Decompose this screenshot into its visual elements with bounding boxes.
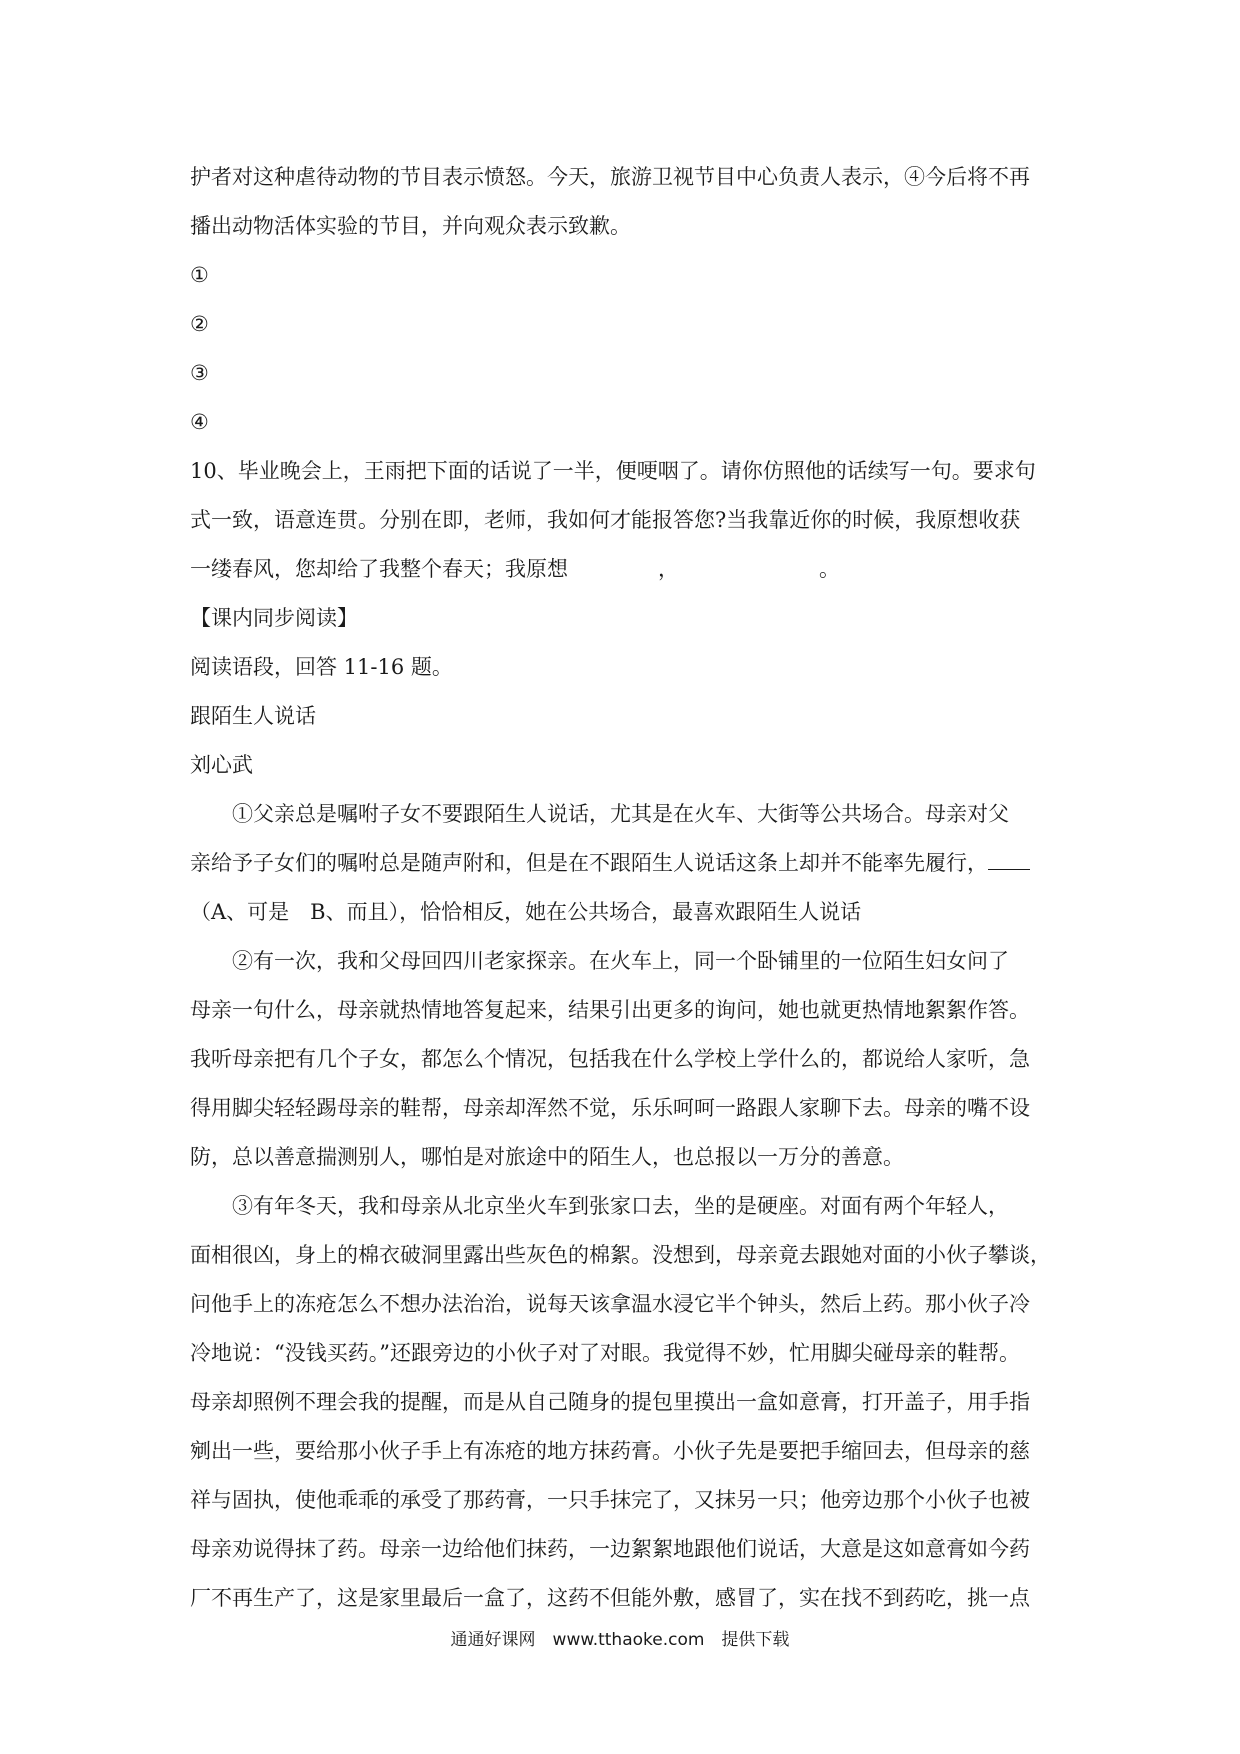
- paragraph-line: 我听母亲把有几个子女，都怎么个情况，包括我在什么学校上学什么的，都说给人家听，急: [190, 1047, 1030, 1071]
- article-author: 刘心武: [190, 753, 253, 777]
- choice-blank: [988, 848, 1030, 870]
- answer-marker-2: ②: [190, 312, 209, 336]
- text-line: 播出动物活体实验的节目，并向观众表示致歉。: [190, 214, 631, 238]
- section-heading: 【课内同步阅读】: [190, 606, 358, 630]
- paragraph-line: 剜出一些，要给那小伙子手上有冻疮的地方抹药膏。小伙子先是要把手缩回去，但母亲的慈: [190, 1439, 1030, 1463]
- text-line: 护者对这种虐待动物的节目表示愤怒。今天，旅游卫视节目中心负责人表示，④今后将不再: [190, 165, 1030, 189]
- question-10-fill-line: [190, 545, 1065, 594]
- paragraph-line: 得用脚尖轻轻踢母亲的鞋帮，母亲却浑然不觉，乐乐呵呵一路跟人家聊下去。母亲的嘴不设: [190, 1096, 1030, 1120]
- paragraph-line: （A、可是 B、而且），恰恰相反，她在公共场合，最喜欢跟陌生人说话: [190, 900, 862, 924]
- document-body: [190, 153, 1065, 1623]
- answer-marker-3: ③: [190, 361, 209, 385]
- paragraph-line: 母亲劝说得抹了药。母亲一边给他们抹药，一边絮絮地跟他们说话，大意是这如意膏如今药: [190, 1537, 1030, 1561]
- article-title: 跟陌生人说话: [190, 704, 316, 728]
- paragraph-line: 面相很凶，身上的棉衣破洞里露出些灰色的棉絮。没想到，母亲竟去跟她对面的小伙子攀谈，: [190, 1243, 1051, 1267]
- paragraph-line: 母亲却照例不理会我的提醒，而是从自己随身的提包里摸出一盒如意膏，打开盖子，用手指: [190, 1390, 1030, 1414]
- paragraph-line: ②有一次，我和父母回四川老家探亲。在火车上，同一个卧铺里的一位陌生妇女问了: [232, 949, 1009, 973]
- paragraph-line: 祥与固执，使他乖乖的承受了那药膏，一只手抹完了，又抹另一只；他旁边那个小伙子也被: [190, 1488, 1030, 1512]
- page-footer: 通通好课网 www.tthaoke.com 提供下载: [450, 1630, 790, 1650]
- paragraph-line: 母亲一句什么，母亲就热情地答复起来，结果引出更多的询问，她也就更热情地絮絮作答。: [190, 998, 1030, 1022]
- reading-instruction: 阅读语段，回答 11-16 题。: [190, 655, 453, 679]
- question-10-line: 10、毕业晚会上，王雨把下面的话说了一半，便哽咽了。请你仿照他的话续写一句。要求句: [190, 459, 1036, 483]
- answer-marker-1: ①: [190, 263, 209, 287]
- paragraph-line: 问他手上的冻疮怎么不想办法治治，说每天该拿温水浸它半个钟头，然后上药。那小伙子冷: [190, 1292, 1030, 1316]
- paragraph-line: ③有年冬天，我和母亲从北京坐火车到张家口去，坐的是硬座。对面有两个年轻人，: [232, 1194, 1009, 1218]
- question-10-prompt: 一缕春风，您却给了我整个春天；我原想: [190, 557, 568, 581]
- question-10-line: 式一致，语意连贯。分别在即，老师，我如何才能报答您?当我靠近你的时候，我原想收获: [190, 508, 1021, 532]
- paragraph-text: 亲给予子女们的嘱咐总是随声附和，但是在不跟陌生人说话这条上却并不能率先履行，: [190, 851, 988, 875]
- paragraph-line: 防，总以善意揣测别人，哪怕是对旅途中的陌生人，也总报以一万分的善意。: [190, 1145, 904, 1169]
- fill-period: 。: [819, 557, 840, 581]
- paragraph-line: ①父亲总是嘱咐子女不要跟陌生人说话，尤其是在火车、大街等公共场合。母亲对父: [232, 802, 1009, 826]
- answer-marker-4: ④: [190, 410, 209, 434]
- fill-comma: ，: [658, 557, 679, 581]
- paragraph-line: 冷地说：“没钱买药。”还跟旁边的小伙子对了对眼。我觉得不妙，忙用脚尖碰母亲的鞋帮。: [190, 1341, 1020, 1365]
- paragraph-line: 厂不再生产了，这是家里最后一盒了，这药不但能外敷，感冒了，实在找不到药吃，挑一点: [190, 1586, 1030, 1610]
- paragraph-line: [190, 839, 1065, 888]
